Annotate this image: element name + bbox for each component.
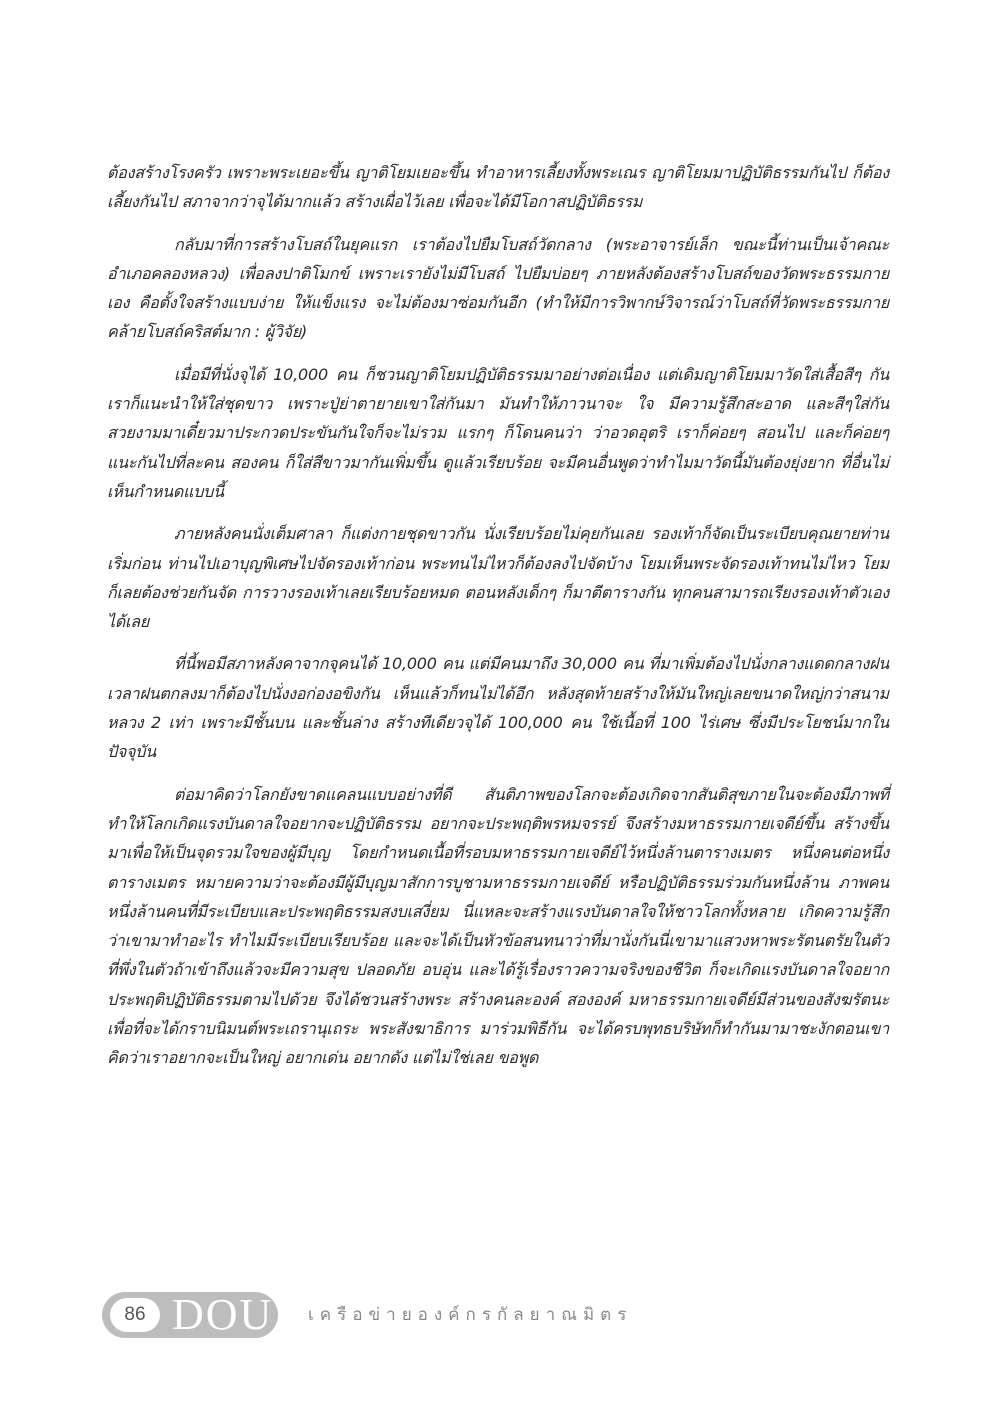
paragraph-white-attire: เมื่อมีที่นั่งจุได้ 10,000 คน ก็ชวนญาติโยมปฏิบัติธรรมมาอย่างต่อเนื่อง แต่เดิมญาติโยมมาวัดใส่เสื้อสีๆ กันเราก็แนะนำให้ใส่ชุดขาว เพราะปู่ย่าตายายเขาใส่กันมา มันทำให้ภาวนาจะ ใจ มีความรู้สึกสะอาด และสีๆใส่กันสวยงามมาเดี๋ยวมาประกวดประขันกันใจก็จะไม่รวม แรกๆ ก็โดนคนว่า ว่าอวดอุตริ เราก็ค่อยๆ สอนไป และก็ค่อยๆ แนะกันไปที่ละคน สองคน ก็ใส่สีขาวมากันเพิ่มขึ้น ดูแล้วเรียบร้อย จะมีคนอื่นพูดว่าทำไมมาวัดนี้มันต้องยุ่งยาก ที่อื่นไม่เห็นกำหนดแบบนี้ [107, 364, 889, 501]
paragraph-ubosot: กลับมาที่การสร้างโบสถ์ในยุคแรก เราต้องไปยืมโบสถ์วัดกลาง (พระอาจารย์เล็ก ขณะนี้ท่านเป็นเจ้าคณะอำเภอคลองหลวง) เพื่อลงปาติโมกข์ เพราะเรายังไม่มีโบสถ์ ไปยืมบ่อยๆ ภายหลังต้องสร้างโบสถ์ของวัดพระธรรมกายเอง คือตั้งใจสร้างแบบง่าย ให้แข็งแรง จะไม่ต้องมาซ่อมกันอีก (ทำให้มีการวิพากษ์วิจารณ์ว่าโบสถ์ที่วัดพระธรรมกายคล้ายโบสถ์คริสต์มาก : ผู้วิจัย) [107, 234, 889, 342]
paragraph-shoes: ภายหลังคนนั่งเต็มศาลา ก็แต่งกายชุดขาวกัน นั่งเรียบร้อยไม่คุยกันเลย รองเท้าก็จัดเป็นระเบียบคุณยายท่านเริ่มก่อน ท่านไปเอาบุญพิเศษไปจัดรองเท้าก่อน พระทนไม่ไหวก็ต้องลงไปจัดบ้าง โยมเห็นพระจัดรองเท้าทนไม่ไหว โยมก็เลยต้องช่วยกันจัด การวางรองเท้าเลยเรียบร้อยหมด ตอนหลังเด็กๆ ก็มาตีตารางกัน ทุกคนสามารถเรียงรองเท้าตัวเองได้เลย [107, 524, 889, 632]
paragraph-hall: ที่นี้พอมีสภาหลังคาจากจุคนได้ 10,000 คน แต่มีคนมาถึง 30,000 คน ที่มาเพิ่มต้องไปนั่งกลางแดดกลางฝน เวลาฝนตกลงมาก็ต้องไปนั่งงอก่องอขิงกัน เห็นแล้วก็ทนไม่ได้อีก หลังสุดท้ายสร้างให้มันใหญ่เลยขนาดใหญ่กว่าสนามหลวง 2 เท่า เพราะมีชั้นบน และชั้นล่าง สร้างทีเดียวจุได้ 100,000 คน ใช้เนื้อที่ 100 ไร่เศษ ซึ่งมีประโยชน์มากในปัจจุบัน [107, 654, 889, 762]
paragraph-cetiya: ต่อมาคิดว่าโลกยังขาดแคลนแบบอย่างที่ดี สันติภาพของโลกจะต้องเกิดจากสันติสุขภายในจะต้องมีภาพที่ทำให้โลกเกิดแรงบันดาลใจอยากจะปฏิบัติธรรม อยากจะประพฤติพรหมจรรย์ จึงสร้างมหาธรรมกายเจดีย์ขึ้น สร้างขึ้นมาเพื่อให้เป็นจุดรวมใจของผู้มีบุญ โดยกำหนดเนื้อที่รอบมหาธรรมกายเจดีย์ไว้หนึ่งล้านตารางเมตร หนึ่งคนต่อหนึ่งตารางเมตร หมายความว่าจะต้องมีผู้มีบุญมาสักการบูชามหาธรรมกายเจดีย์ หรือปฏิบัติธรรมร่วมกันหนึ่งล้าน ภาพคนหนึ่งล้านคนที่มีระเบียบและประพฤติธรรมสงบเสงี่ยม นี่แหละจะสร้างแรงบันดาลใจให้ชาวโลกทั้งหลาย เกิดความรู้สึกว่าเขามาทำอะไร ทำไมมีระเบียบเรียบร้อย และจะได้เป็นหัวข้อสนทนาว่าที่มานั่งกันนี่เขามาแสวงหาพระรัตนตรัยในตัว ที่พึ่งในตัวถ้าเข้าถึงแล้วจะมีความสุข ปลอดภัย อบอุ่น และได้รู้เรื่องราวความจริงของชีวิต ก็จะเกิดแรงบันดาลใจอยากประพฤติปฏิบัติธรรมตามไปด้วย จึงได้ชวนสร้างพระ สร้างคนละองค์ สององค์ มหาธรรมกายเจดีย์มีส่วนของสังฆรัตนะ เพื่อที่จะได้กราบนิมนต์พระเถรานุเถระ พระสังฆาธิการ มาร่วมพิธีกัน จะได้ครบพุทธบริษัทก็ทำกันมามาชะงักตอนเขาคิดว่าเราอยากจะเป็นใหญ่ อยากเด่น อยากดัง แต่ไม่ใช่เลย ขอพูด [107, 784, 889, 1068]
page-footer [102, 1292, 882, 1342]
page-body [107, 158, 889, 1086]
paragraph-continuation: ต้องสร้างโรงครัว เพราะพระเยอะขึ้น ญาติโยมเยอะขึ้น ทำอาหารเลี้ยงทั้งพระเณร ญาติโยมมาปฏิบัติธรรมกันไป ก็ต้องเลี้ยงกันไป สภาจากว่าจุได้มากแล้ว สร้างเผื่อไว้เลย เพื่อจะได้มีโอกาสปฏิบัติธรรม [107, 163, 889, 212]
network-name: เครือข่ายองค์กรกัลยาณมิตร [308, 1305, 633, 1325]
dou-logo: DOU [172, 1290, 274, 1339]
page-badge [102, 1292, 278, 1338]
page-number: 86 [110, 1298, 160, 1332]
